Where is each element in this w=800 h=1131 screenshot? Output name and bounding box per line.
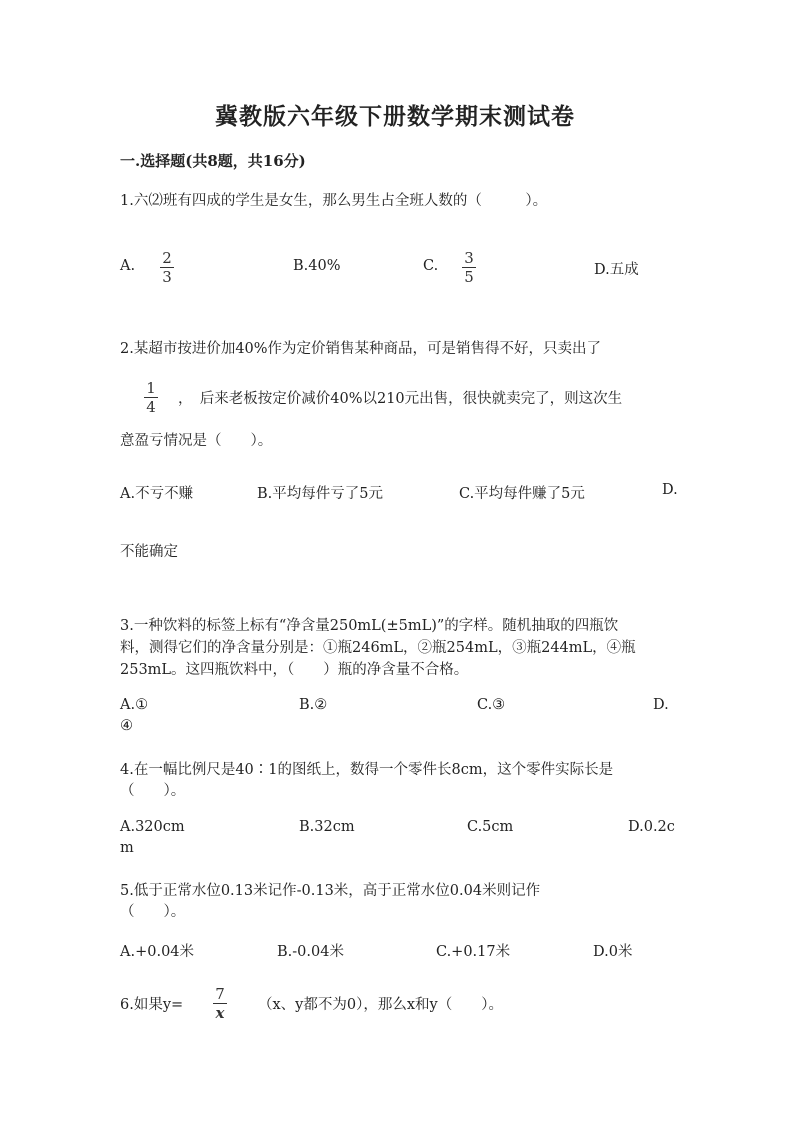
q2-fraction-numerator: 1 bbox=[146, 379, 156, 397]
q5-option-d: D.0米 bbox=[593, 944, 633, 960]
q1-option-b: B.40% bbox=[293, 258, 341, 274]
q2-option-a: A.不亏不赚 bbox=[120, 486, 194, 502]
q4-option-c: C.5cm bbox=[467, 819, 514, 835]
q1-option-a-denominator: 3 bbox=[162, 268, 172, 286]
question-5-line-2: （ ）。 bbox=[120, 904, 186, 920]
section-heading: 一.选择题(共8题，共16分) bbox=[120, 152, 306, 170]
q1-option-a-fraction bbox=[160, 250, 174, 285]
question-2-line-3: 意盈亏情况是（ ）。 bbox=[120, 433, 273, 449]
q1-option-c-fraction bbox=[462, 250, 476, 285]
q3-option-d: D. bbox=[653, 697, 669, 713]
q1-option-c-numerator: 3 bbox=[464, 249, 474, 267]
q5-option-b: B.-0.04米 bbox=[277, 944, 344, 960]
question-2-line-1: 2.某超市按进价加40%作为定价销售某种商品，可是销售得不好，只卖出了 bbox=[120, 341, 602, 357]
q3-option-a: A.① bbox=[120, 697, 149, 713]
q1-option-c-label: C. bbox=[423, 258, 439, 274]
q6-fraction bbox=[213, 986, 227, 1021]
page-title: 冀教版六年级下册数学期末测试卷 bbox=[215, 103, 575, 130]
question-3-line-1: 3.一种饮料的标签上标有“净含量250mL(±5mL)”的字样。随机抽取的四瓶饮 bbox=[120, 618, 619, 634]
q3-option-c: C.③ bbox=[477, 697, 506, 713]
q4-option-d: D.0.2c bbox=[628, 819, 675, 835]
q5-option-c: C.+0.17米 bbox=[436, 944, 511, 960]
q4-option-d-continued: m bbox=[120, 840, 134, 856]
q1-option-d: D.五成 bbox=[594, 262, 639, 278]
q1-option-a-label: A. bbox=[120, 258, 136, 274]
question-5-line-1: 5.低于正常水位0.13米记作-0.13米，高于正常水位0.04米则记作 bbox=[120, 883, 541, 899]
question-2-line-2: ， 后来老板按定价减价40%以210元出售，很快就卖完了，则这次生 bbox=[178, 391, 623, 407]
q4-option-a: A.320cm bbox=[120, 819, 185, 835]
question-3-line-3: 253mL。这四瓶饮料中，（ ）瓶的净含量不合格。 bbox=[120, 662, 469, 678]
question-1-stem: 1.六⑵班有四成的学生是女生，那么男生占全班人数的（ ）。 bbox=[120, 193, 548, 209]
q3-option-d-continued: ④ bbox=[120, 718, 133, 734]
question-4-line-2: （ ）。 bbox=[120, 783, 186, 799]
q2-fraction-denominator: 4 bbox=[146, 398, 156, 416]
question-6-prefix: 6.如果y= bbox=[120, 997, 184, 1013]
q2-option-d-continued: 不能确定 bbox=[120, 544, 178, 560]
question-4-line-1: 4.在一幅比例尺是40∶1的图纸上，数得一个零件长8cm，这个零件实际长是 bbox=[120, 762, 614, 778]
q2-option-b: B.平均每件亏了5元 bbox=[257, 486, 383, 502]
q3-option-b: B.② bbox=[299, 697, 328, 713]
q5-option-a: A.+0.04米 bbox=[120, 944, 195, 960]
question-6-suffix: （x、y都不为0），那么x和y（ ）。 bbox=[258, 997, 503, 1013]
q4-option-b: B.32cm bbox=[299, 819, 355, 835]
q6-fraction-numerator: 7 bbox=[215, 985, 225, 1003]
q1-option-a-numerator: 2 bbox=[162, 249, 172, 267]
q6-fraction-denominator: x bbox=[215, 1004, 225, 1022]
q1-option-c-denominator: 5 bbox=[464, 268, 474, 286]
q2-option-d: D. bbox=[662, 482, 678, 498]
q2-option-c: C.平均每件赚了5元 bbox=[459, 486, 585, 502]
q2-fraction bbox=[144, 380, 158, 415]
question-3-line-2: 料，测得它们的净含量分别是：①瓶246mL，②瓶254mL，③瓶244mL，④瓶 bbox=[120, 640, 636, 656]
